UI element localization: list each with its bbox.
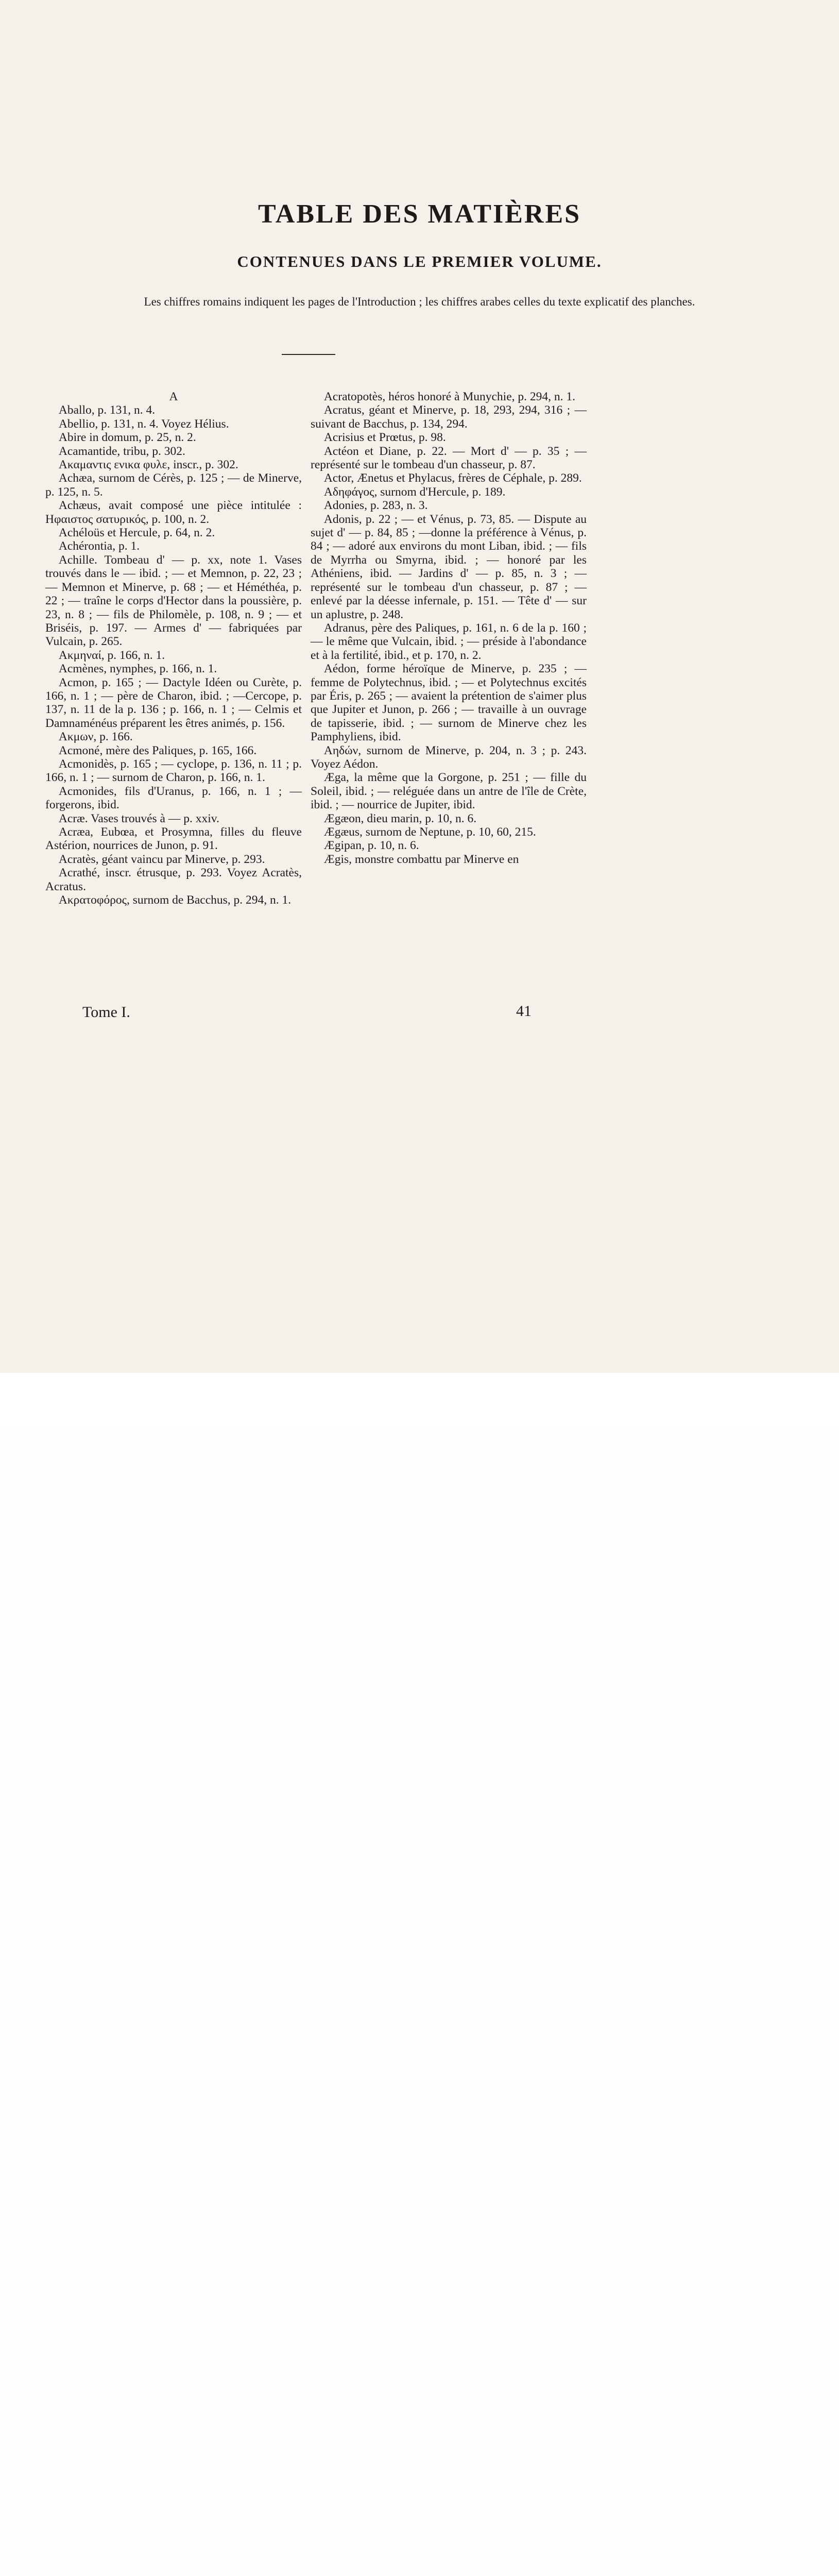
index-entry: Abire in domum, p. 25, n. 2. <box>58 431 196 445</box>
index-entry: Acamantide, tribu, p. 302. <box>58 444 185 458</box>
index-entry: Ακμων, p. 166. <box>58 730 133 744</box>
index-entry: Acræa, Eubœa, et Prosymna, filles du fleuve Astérion, nourrices de Junon, p. 91. <box>45 825 302 853</box>
index-entry: Achille. Tombeau d' — p. xx, note 1. Vases trouvés dans le — ibid. ; — et Memnon, p. 22, 23 ; — Memnon et Minerve, p. 68 ; — et Héméthéa, p. 22 ; — traîne le corps d'Hector dans la poussière, p. 23, n. 8 ; — fils de Philomèle, p. 108, n. 9 ; — et Briséis, p. 197. — Armes d' — fabriquées par Vulcain, p. 265. <box>45 553 302 649</box>
index-entry: Acmonidès, p. 165 ; — cyclope, p. 136, n. 11 ; p. 166, n. 1 ; — surnom de Charon, p. 166, n. 1. <box>45 757 302 785</box>
index-entry: Achérontia, p. 1. <box>58 539 140 553</box>
index-entry: Ακμηναί, p. 166, n. 1. <box>58 648 165 662</box>
viewer-footer <box>0 1373 839 1430</box>
index-entry: Acmonides, fils d'Uranus, p. 166, n. 1 ; — forgerons, ibid. <box>45 784 302 812</box>
index-entry: Aédon, forme héroïque de Minerve, p. 235 ; — femme de Polytechnus, ibid. ; — et Polytechnus excités par Éris, p. 265 ; — avaient la prétention de s'aimer plus que Jupiter et Junon, p. 266 ; — travaille à un ouvrage de tapisserie, ibid. ; — surnom de Minerve chez les Pamphyliens, ibid. <box>311 662 587 744</box>
index-entry: Αηδών, surnom de Minerve, p. 204, n. 3 ; p. 243. Voyez Aédon. <box>311 743 587 771</box>
index-entry: Ægæus, surnom de Neptune, p. 10, 60, 215. <box>323 825 536 839</box>
index-entry: Aballo, p. 131, n. 4. <box>58 403 156 417</box>
introductory-note: Les chiffres romains indiquent les pages de l'Introduction ; les chiffres arabes celles du texte explicatif des planches. <box>144 295 695 308</box>
index-entry: Acræ. Vases trouvés à — p. xxiv. <box>58 811 219 825</box>
title-divider <box>282 354 335 355</box>
index-column-left <box>45 390 302 907</box>
index-entry: Acratus, géant et Minerve, p. 18, 293, 294, 316 ; —suivant de Bacchus, p. 134, 294. <box>311 403 587 431</box>
index-column-right <box>311 390 587 866</box>
page-title: TABLE DES MATIÈRES <box>258 199 581 229</box>
section-letter: A <box>169 390 178 403</box>
index-entry: Actor, Ænetus et Phylacus, frères de Céphale, p. 289. <box>323 471 582 485</box>
index-entry: Acratopotès, héros honoré à Munychie, p. 294, n. 1. <box>323 390 576 403</box>
index-entry: Achéloüs et Hercule, p. 64, n. 2. <box>58 526 215 540</box>
index-entry: Actéon et Diane, p. 22. — Mort d' — p. 35 ; — représenté sur le tombeau d'un chasseur, p. 87. <box>311 444 587 472</box>
index-entry: Acmon, p. 165 ; — Dactyle Idéen ou Curète, p. 166, n. 1 ; — père de Charon, ibid. ; —Cercope, p. 137, n. 11 de la p. 136 ; p. 166, n. 1 ; — Celmis et Damnaménéus préparent les êtres animés, p. 156. <box>45 675 302 730</box>
page-subtitle: CONTENUES DANS LE PREMIER VOLUME. <box>237 252 602 270</box>
index-entry: Acrathé, inscr. étrusque, p. 293. Voyez Acratès, Acratus. <box>45 866 302 893</box>
index-entry: Æga, la même que la Gorgone, p. 251 ; — fille du Soleil, ibid. ; — reléguée dans un antre de l'île de Crète, ibid. ; — nourrice de Jupiter, ibid. <box>311 771 587 812</box>
index-entry: Acrisius et Prœtus, p. 98. <box>323 431 446 445</box>
signature-mark: 41 <box>516 1003 532 1020</box>
index-entry: Αδηφάγος, surnom d'Hercule, p. 189. <box>323 485 506 499</box>
index-entry: Adonis, p. 22 ; — et Vénus, p. 73, 85. — Dispute au sujet d' — p. 84, 85 ; —donne la préférence à Vénus, p. 84 ; — adoré aux environs du mont Liban, ibid. ; — fils de Myrrha ou Smyrna, ibid. ; — honoré par les Athéniens, ibid. — Jardins d' — p. 85, n. 3 ; — représenté sur le tombeau d'un chasseur, p. 87 ; — enlevé par la déesse infernale, p. 151. — Tête d' — sur un aplustre, p. 248. <box>311 512 587 621</box>
index-entry: Ακρατοφόρος, surnom de Bacchus, p. 294, n. 1. <box>58 893 292 907</box>
index-entry: Acratès, géant vaincu par Minerve, p. 293. <box>58 852 265 866</box>
index-entry: Ægis, monstre combattu par Minerve en <box>323 852 519 866</box>
index-entry: Adonies, p. 283, n. 3. <box>323 499 428 513</box>
index-entry: Adranus, père des Paliques, p. 161, n. 6 de la p. 160 ; — le même que Vulcain, ibid. ; — préside à l'abondance et à la fertilité, ibid., et p. 170, n. 2. <box>311 621 587 662</box>
index-entry: Acmènes, nymphes, p. 166, n. 1. <box>58 662 217 676</box>
index-entry: Ακαμαντις ενικα φυλε, inscr., p. 302. <box>58 458 238 472</box>
index-entry: Achæa, surnom de Cérès, p. 125 ; — de Minerve, p. 125, n. 5. <box>45 471 302 499</box>
index-entry: Acmoné, mère des Paliques, p. 165, 166. <box>58 743 257 757</box>
volume-label: Tome I. <box>82 1004 130 1021</box>
index-entry: Ægipan, p. 10, n. 6. <box>323 839 419 853</box>
index-entry: Abellio, p. 131, n. 4. Voyez Hélius. <box>58 417 229 431</box>
index-entry: Achæus, avait composé une pièce intitulée : Ηφαιστος σατυρικός, p. 100, n. 2. <box>45 499 302 526</box>
index-entry: Ægæon, dieu marin, p. 10, n. 6. <box>323 811 477 825</box>
